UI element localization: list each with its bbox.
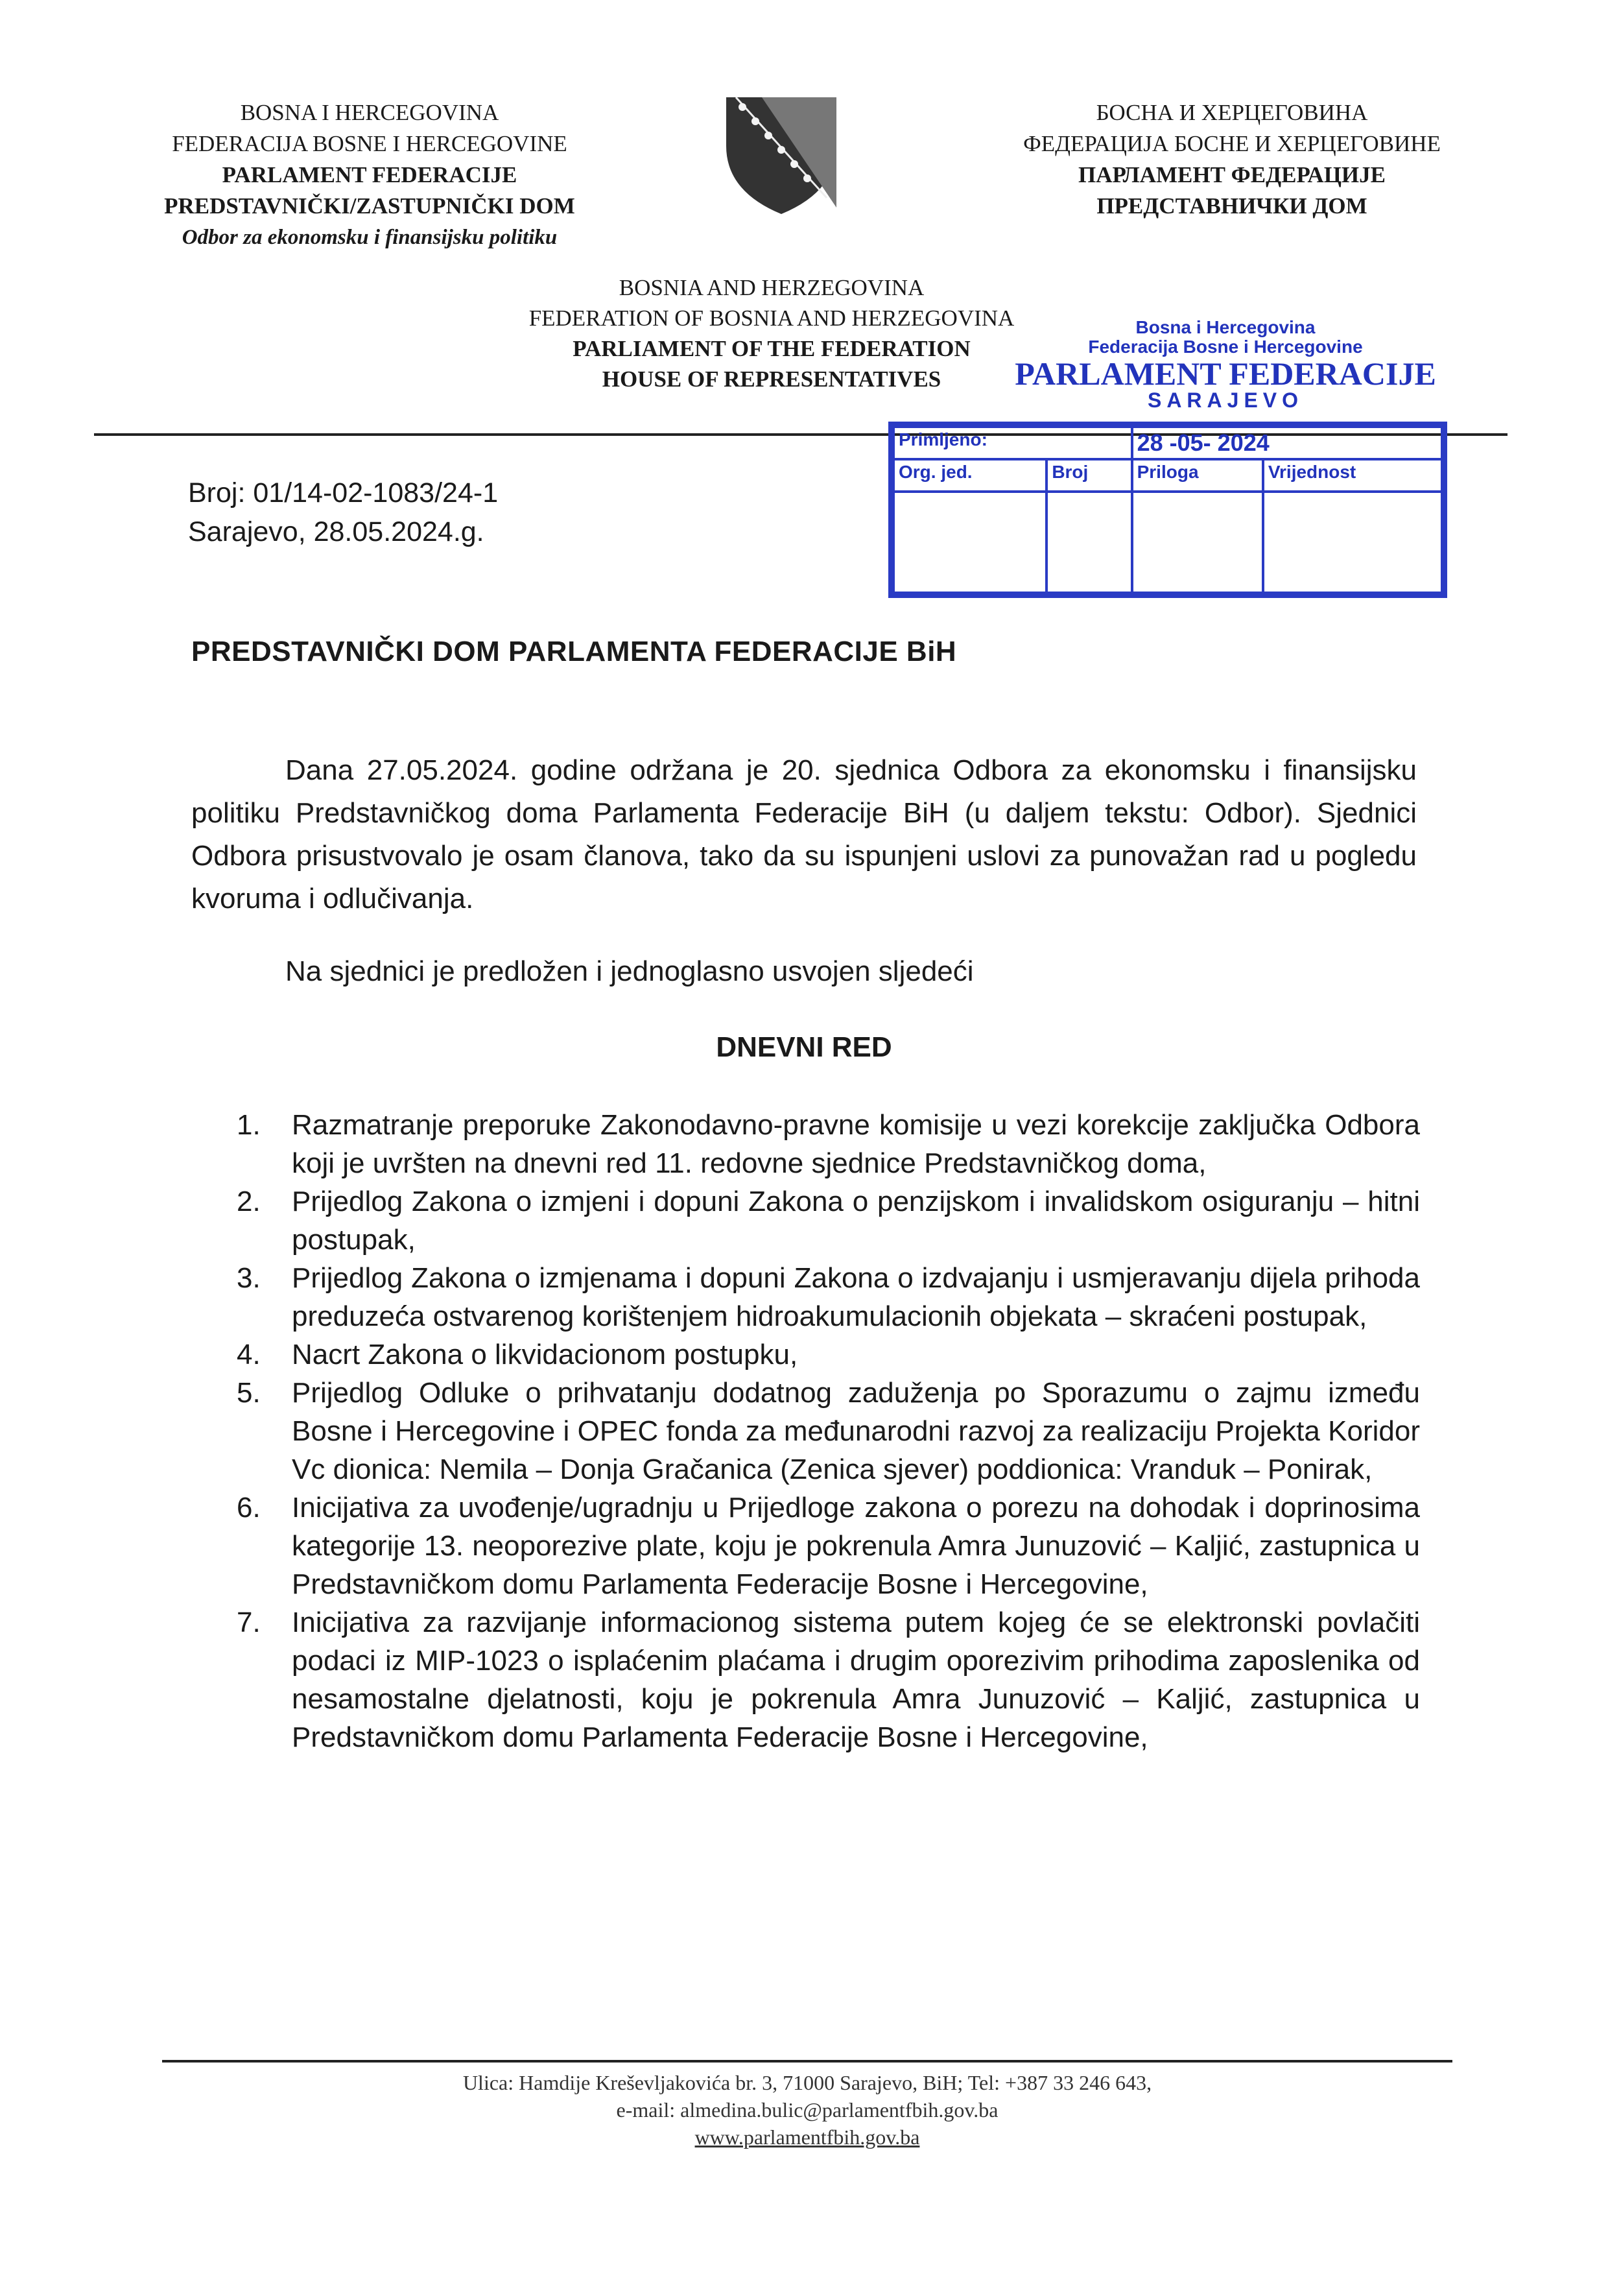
agenda-item-number: 1. — [237, 1109, 261, 1141]
header-right-line3: ПАРЛАМЕНТ ФЕДЕРАЦИЈЕ — [1078, 162, 1386, 187]
stamp-line2: Federacija Bosne i Hercegovine — [1088, 337, 1363, 357]
agenda-item-number: 6. — [237, 1492, 261, 1524]
header-center-line4: HOUSE OF REPRESENTATIVES — [602, 366, 941, 392]
agenda-item — [191, 1489, 1420, 1603]
agenda-item-number: 4. — [237, 1339, 261, 1370]
agenda-item-text: Prijedlog Zakona o izmjeni i dopuni Zakona o penzijskom i invalidskom osiguranju – hitni postupak, — [292, 1186, 1420, 1256]
agenda-title: DNEVNI RED — [716, 1031, 892, 1063]
agenda-item-text: Inicijativa za uvođenje/ugradnju u Prijedloge zakona o porezu na dohodak i doprinosima kategorije 13. neoporezive plate, koju je pokrenula Amra Junuzović – Kaljić, zastupnica u Predstavničkom domu Parlamenta Federacije Bosne i Hercegovine, — [292, 1492, 1420, 1600]
header-left-line3: PARLAMENT FEDERACIJE — [222, 162, 517, 187]
header-center-line3: PARLIAMENT OF THE FEDERATION — [573, 336, 971, 361]
agenda-item — [191, 1374, 1420, 1489]
stamp-received-date: 28 -05- 2024 — [1132, 427, 1442, 459]
intro-paragraph: Dana 27.05.2024. godine održana je 20. sjednica Odbora za ekonomsku i finansijsku politiku Predstavničkog doma Parlamenta Federacije BiH (u daljem tekstu: Odbor). Sjednici Odbora prisustvovalo je osam članova, tako da su ispunjeni uslovi za punovažan rad u pogledu kvoruma i odlučivanja. — [191, 754, 1417, 915]
header-left-line4: PREDSTAVNIČKI/ZASTUPNIČKI DOM — [164, 193, 575, 219]
agenda-item-text: Nacrt Zakona o likvidacionom postupku, — [292, 1339, 798, 1370]
stamp-col-number: Broj — [1046, 459, 1131, 492]
header-left — [91, 97, 648, 253]
document-meta — [188, 473, 498, 551]
agenda-item-text: Prijedlog Odluke o prihvatanju dodatnog zaduženja po Sporazumu o zajmu između Bosne i Hercegovine i OPEC fonda za međunarodni razvoj za realizaciju Projekta Koridor Vc dionica: Nemila – Donja Gračanica (Zenica sjever) poddionica: Vranduk – Ponirak, — [292, 1377, 1420, 1485]
footer-divider — [162, 2060, 1452, 2063]
agenda-item — [191, 1106, 1420, 1182]
recipient-title: PREDSTAVNIČKI DOM PARLAMENTA FEDERACIJE BiH — [191, 636, 957, 667]
agenda-item-number: 7. — [237, 1607, 261, 1638]
header-left-line2: FEDERACIJA BOSNE I HERCEGOVINE — [172, 131, 567, 156]
proposal-line: Na sjednici je predložen i jednoglasno usvojen sljedeći — [285, 955, 974, 987]
footer-address: Ulica: Hamdije Kreševljakovića br. 3, 71000 Sarajevo, BiH; Tel: +387 33 246 643, — [462, 2071, 1152, 2094]
agenda-item — [191, 1259, 1420, 1335]
stamp-col-attachments: Priloga — [1132, 459, 1263, 492]
received-stamp — [888, 422, 1447, 598]
agenda-item — [191, 1603, 1420, 1756]
agenda-item — [191, 1335, 1420, 1374]
stamp-line1: Bosna i Hercegovina — [1135, 317, 1316, 337]
footer — [162, 2069, 1452, 2151]
stamp-line3: PARLAMENT FEDERACIJE — [1015, 355, 1436, 392]
agenda-item-number: 2. — [237, 1186, 261, 1217]
agenda-item-number: 3. — [237, 1262, 261, 1294]
agenda-item — [191, 1182, 1420, 1259]
header-right-line1: БОСНА И ХЕРЦЕГОВИНА — [1096, 100, 1368, 125]
stamp-received-label: Primljeno: — [893, 427, 1132, 459]
footer-email[interactable]: e-mail: almedina.bulic@parlamentfbih.gov.ba — [616, 2098, 999, 2122]
header-right-line4: ПРЕДСТАВНИЧКИ ДОМ — [1096, 193, 1367, 219]
agenda-list — [191, 1106, 1420, 1756]
header-center-line1: BOSNIA AND HERZEGOVINA — [619, 275, 925, 300]
agenda-item-text: Prijedlog Zakona o izmjenama i dopuni Zakona o izdvajanju i usmjeravanju dijela prihoda preduzeća ostvarenog korištenjem hidroakumulacionih objekata – skraćeni postupak, — [292, 1262, 1420, 1332]
stamp-header — [1011, 318, 1439, 410]
coat-of-arms-icon — [723, 94, 840, 217]
header-left-line1: BOSNA I HERCEGOVINA — [240, 100, 499, 125]
footer-website-link[interactable]: www.parlamentfbih.gov.ba — [694, 2125, 920, 2149]
header-right — [947, 97, 1517, 222]
agenda-item-text: Inicijativa za razvijanje informacionog sistema putem kojeg će se elektronski povlačiti podaci iz MIP-1023 o isplaćenim plaćama i drugim oporezivim prihodima zaposlenika od nesamostalne djelatnosti, koju je pokrenula Amra Junuzović – Kaljić, zastupnica u Predstavničkom domu Parlamenta Federacije Bosne i Hercegovine, — [292, 1607, 1420, 1753]
header-center-line2: FEDERATION OF BOSNIA AND HERZEGOVINA — [528, 305, 1015, 331]
stamp-col-org: Org. jed. — [893, 459, 1046, 492]
agenda-item-text: Razmatranje preporuke Zakonodavno-pravne komisije u vezi korekcije zaključka Odbora koji je uvršten na dnevni red 11. redovne sjednice Predstavničkog doma, — [292, 1109, 1420, 1179]
document-number: Broj: 01/14-02-1083/24-1 — [188, 477, 499, 508]
document-place-date: Sarajevo, 28.05.2024.g. — [188, 516, 484, 547]
header-right-line2: ФЕДЕРАЦИЈА БОСНЕ И ХЕРЦЕГОВИНЕ — [1023, 131, 1441, 156]
header-left-committee: Odbor za ekonomsku i finansijsku politiku — [182, 226, 558, 249]
stamp-col-value: Vrijednost — [1263, 459, 1442, 492]
agenda-item-number: 5. — [237, 1377, 261, 1409]
stamp-line4: SARAJEVO — [1147, 389, 1304, 412]
